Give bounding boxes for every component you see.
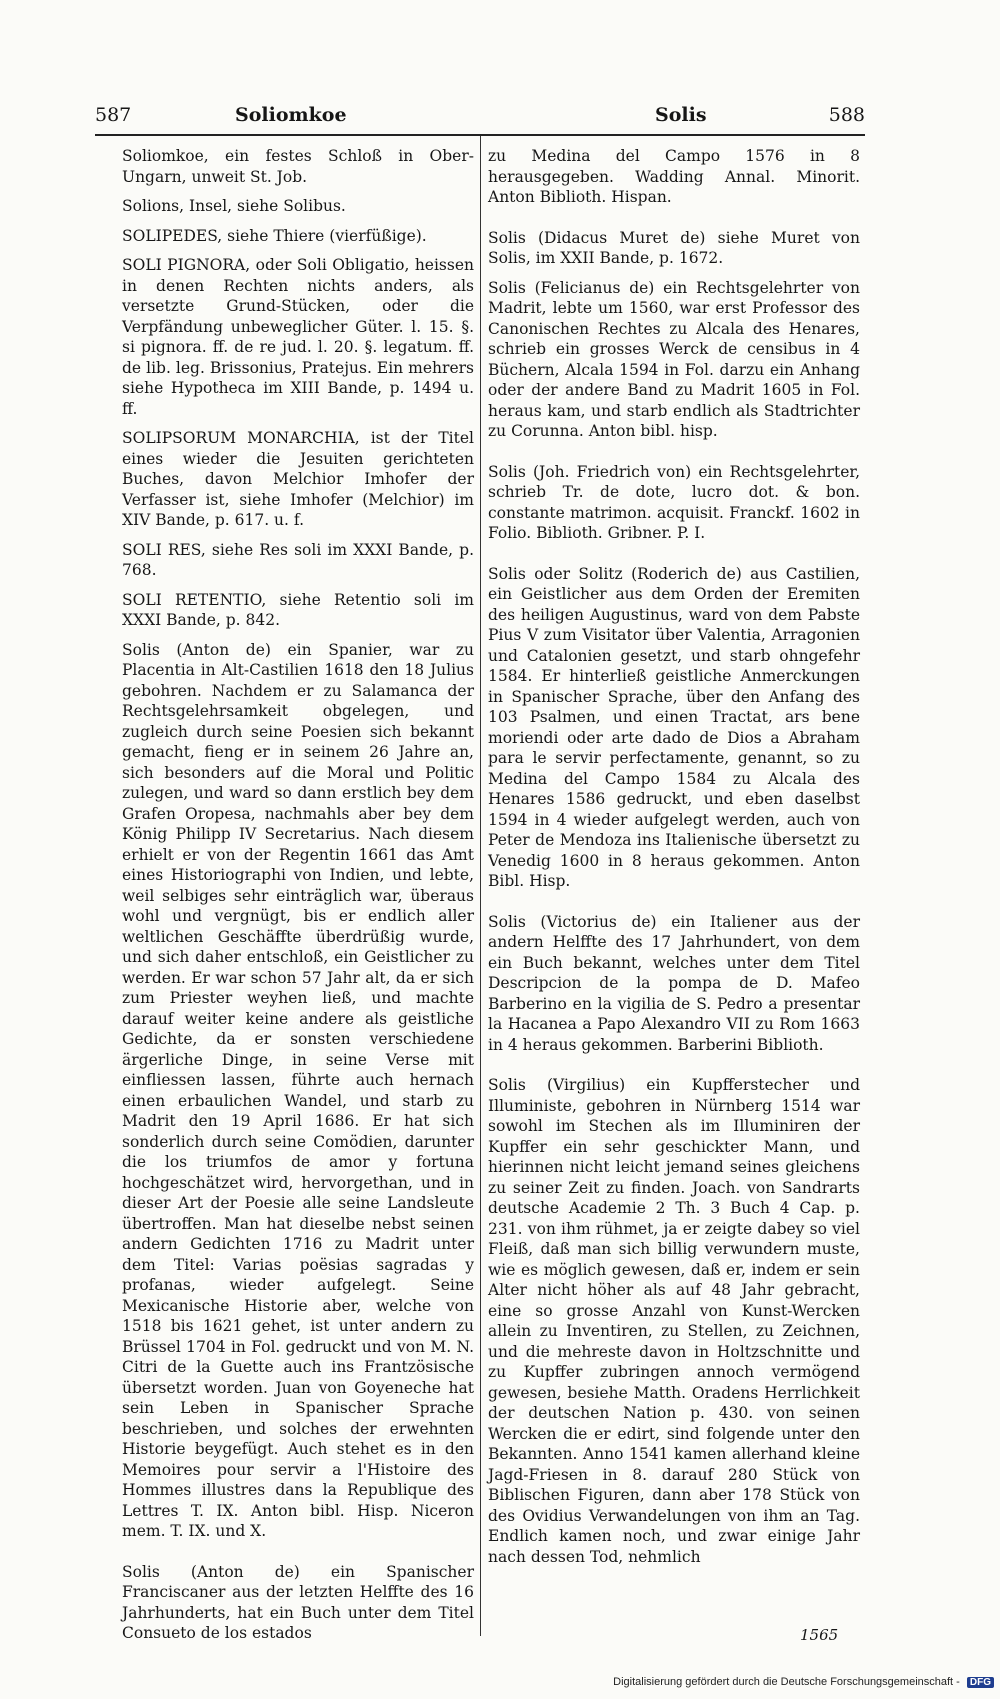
entry-solipsorum-monarchia: SOLIPSORUM MONARCHIA, ist der Titel eines wieder die Jesuiten gerichteten Buches, davon Melchior Imhofer der Verfasser ist, siehe Imhofer (Melchior) im XIV Bande, p. 617. u. f. — [122, 429, 474, 529]
right-column — [488, 146, 860, 1576]
entry-solis-felicianus: Solis (Felicianus de) ein Rechtsgelehrter von Madrit, lebte um 1560, war erst Professor des Canonischen Rechtes zu Alcala des Henares, schrieb ein grosses Werck de censibus in 4 Büchern, Alcala 1594 in Fol. darzu ein Anhang oder der andere Band zu Madrit 1605 in Fol. heraus kam, und starb endlich als Stadtrichter zu Corunna. Anton bibl. hisp. — [488, 278, 860, 440]
dfg-logo-icon: DFG — [967, 1677, 994, 1688]
entry-solis-anton-spanier: Solis (Anton de) ein Spanier, war zu Placentia in Alt-Castilien 1618 den 18 Julius gebohren. Nachdem er zu Salamanca der Rechtsgelehrsamkeit obgelegen, und zugleich durch seine Poesien sich bekannt gemacht, fieng er in seinem 26 Jahre an, sich besonders auf die Moral und Politic zulegen, und ward so dann erstlich bey dem Grafen Oropesa, nachmahls aber bey dem König Philipp IV Secretarius. Nach diesem erhielt er von der Regentin 1661 das Amt eines Historiographi von Indien, und lebte, weil selbiges sehr einträglich war, überaus wohl und vergnügt, bis er endlich aller weltlichen Geschäffte überdrüßig wurde, und sich daher entschloß, ein Geistlicher zu werden. Er war schon 57 Jahr alt, da er sich zum Priester weyhen ließ, und machte darauf weiter keine andere als geistliche Gedichte, da er sonsten verschiedene ärgerliche Dinge, in seine Verse mit einfliessen lassen, führte auch hernach einen erbaulichen Wandel, und starb zu Madrit den 19 April 1686. Er hat sich sonderlich durch seine Comödien, darunter die los triumfos de amor y fortuna hochgeschätzet wird, hervorgethan, und in dieser Art der Poesie alle seine Landsleute übertroffen. Man hat dieselbe nebst seinen andern Gedichten 1716 zu Madrit unter dem Titel: Varias poësias sagradas y profanas, wieder aufgelegt. Seine Mexicanische Historie aber, welche von 1518 bis 1621 gehet, ist unter andern zu Brüssel 1704 in Fol. gedruckt und von M. N. Citri de la Guette auch ins Frantzösische übersetzt worden. Juan von Goyeneche hat sein Leben in Spanischer Sprache beschrieben, und solches der erwehnten Historie beygefügt. Auch stehet es in den Memoires pour servir a l'Histoire des Hommes illustres dans la Republique des Lettres T. IX. Anton bibl. Hisp. Niceron mem. T. IX. und X. — [122, 640, 474, 1540]
page-number-right: 588 — [828, 104, 865, 126]
catchword: 1565 — [800, 1626, 839, 1644]
entry-solions: Solions, Insel, siehe Solibus. — [122, 197, 346, 215]
footer-text: Digitalisierung gefördert durch die Deutsche Forschungsgemeinschaft - — [613, 1676, 960, 1688]
entry-solipedes: SOLIPEDES, siehe Thiere (vierfüßige). — [122, 226, 427, 245]
entry-soli-res: SOLI RES, siehe Res soli im XXXI Bande, p. 768. — [122, 540, 474, 579]
entry-continuation: zu Medina del Campo 1576 in 8 herausgegeben. Wadding Annal. Minorit. Anton Biblioth. Hispan. — [488, 147, 860, 206]
running-keyword-right: Solis — [655, 104, 707, 126]
entry-solis-joh-friedrich: Solis (Joh. Friedrich von) ein Rechtsgelehrter, schrieb Tr. de dote, lucro dot. & bon. constante matrimon. acquisit. Franckf. 1602 in Folio. Biblioth. Gribner. P. I. — [488, 462, 860, 542]
left-column — [122, 146, 474, 1653]
column-divider — [480, 136, 481, 1636]
entry-soli-pignora: SOLI PIGNORA, oder Soli Obligatio, heissen in denen Rechten nichts anders, als versetzte Grund-Stücken, oder die Verpfändung unbeweglicher Güter. l. 15. §. si pignora. ff. de re jud. l. 20. §. legatum. ff. de lib. leg. Brissonius, Pratejus. Ein mehrers siehe Hypotheca im XIII Bande, p. 1494 u. ff. — [122, 256, 474, 418]
entry-solis-roderich: Solis oder Solitz (Roderich de) aus Castilien, ein Geistlicher aus dem Orden der Eremiten des heiligen Augustinus, ward von dem Pabste Pius V zum Visitator über Valentia, Arragonien und Catalonien gesetzt, und starb ohngefehr 1584. Er hinterließ geistliche Anmerckungen in Spanischer Sprache, über den Anfang des 103 Psalmen, und einen Tractat, ars bene moriendi oder arte dado de Dios a Abraham para le servir perfectamente, genannt, so zu Medina del Campo 1584 zu Alcala des Henares 1586 gedruckt, und eben daselbst 1594 in 4 wieder aufgelegt werden, auch von Peter de Mendoza ins Italienische übersetzt zu Venedig 1600 in 8 heraus gekommen. Anton Bibl. Hisp. — [488, 564, 860, 890]
entry-soli-retentio: SOLI RETENTIO, siehe Retentio soli im XXXI Bande, p. 842. — [122, 590, 474, 629]
running-header — [95, 104, 865, 138]
entry-solis-anton-franciscaner: Solis (Anton de) ein Spanischer Franciscaner aus der letzten Helffte des 16 Jahrhunderts, hat ein Buch unter dem Titel Consueto de los estados — [122, 1562, 474, 1642]
page-number-left: 587 — [95, 104, 132, 126]
entry-solis-didacus: Solis (Didacus Muret de) siehe Muret von Solis, im XXII Bande, p. 1672. — [488, 228, 860, 267]
entry-solis-virgilius: Solis (Virgilius) ein Kupfferstecher und Illuministe, gebohren in Nürnberg 1514 war sowohl im Stechen als im Illuminiren der Kupffer ein sehr geschickter Mann, und hierinnen nicht leicht jemand seines gleichens zu seiner Zeit zu finden. Joach. von Sandrarts deutsche Academie 2 Th. 3 Buch 4 Cap. p. 231. von ihm rühmet, ja er zeigte dabey so viel Fleiß, daß man sich billig verwundern muste, wie es möglich gewesen, daß er, indem er sein Alter nicht höher als auf 48 Jahr gebracht, eine so grosse Anzahl von Kunst-Wercken allein zu Inventiren, zu Stellen, zu Zeichnen, und die mehreste davon in Holtzschnitte und zu Kupffer zubringen annoch vermögend gewesen, besiehe Matth. Oradens Herrlichkeit der deutschen Nation p. 430. von seinen Wercken die er edirt, sind folgende unter den Bekannten. Anno 1541 kamen allerhand kleine Jagd-Friesen in 8. darauf 280 Stück von Biblischen Figuren, dann aber 178 Stück von des Ovidius Verwandelungen von ihm an Tag. Endlich kamen noch, und zwar einige Jahr nach dessen Tod, nehmlich — [488, 1076, 860, 1566]
entry-soliomkoe: Soliomkoe, ein festes Schloß in Ober-Ungarn, unweit St. Job. — [122, 147, 474, 186]
digitization-footer — [610, 1676, 1000, 1696]
running-keyword-left: Soliomkoe — [235, 104, 347, 126]
entry-solis-victorius: Solis (Victorius de) ein Italiener aus der andern Helffte des 17 Jahrhundert, von dem ein Buch bekannt, welches unter dem Titel Descripcion de la pompa de D. Mafeo Barberino en la vigilia de S. Pedro a presentar la Hacanea a Papo Alexandro VII zu Rom 1663 in 4 heraus gekommen. Barberini Biblioth. — [488, 912, 860, 1054]
